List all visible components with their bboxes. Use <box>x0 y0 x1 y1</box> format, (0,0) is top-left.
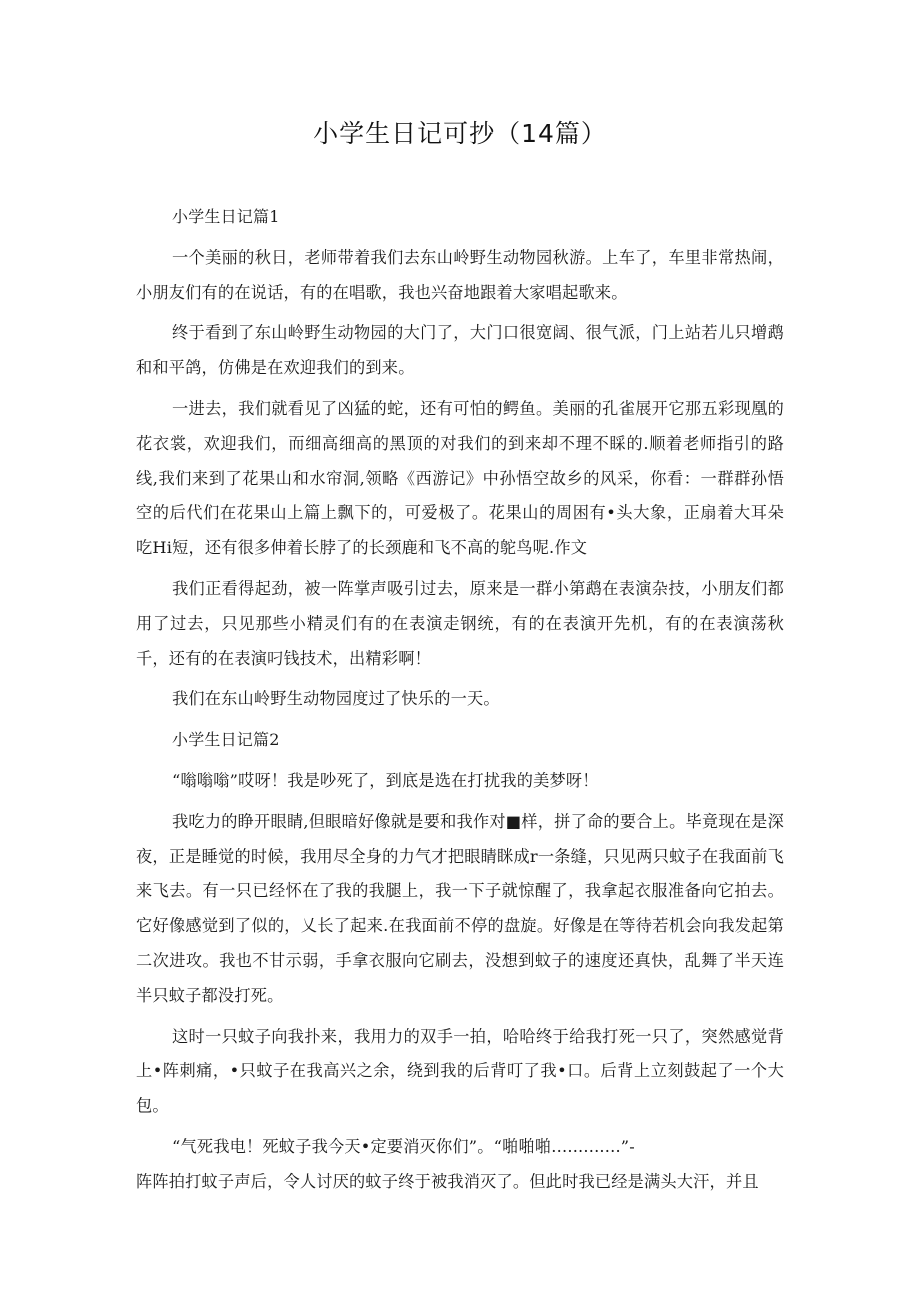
paragraph: 一进去，我们就看见了凶猛的蛇，还有可怕的鳄鱼。美丽的孔雀展开它那五彩现凰的花衣裳，欢迎我们，而细高细高的黑顶的对我们的到来却不理不睬的.顺着老师指引的路线,我们来到了花果山和水帘洞,领略《西游记》中孙悟空故乡的风采，你看：一群群孙悟空的后代们在花果山上篇上飘下的，可爱极了。花果山的周困有•头大象，正扇着大耳朵吃Hi短，还有很多伸着长脖了的长颈鹿和飞不高的鸵鸟呢.作文 <box>136 398 784 558</box>
section-heading-2: 小学生日记篇2 <box>172 730 280 750</box>
paragraph: 我们在东山岭野生动物园度过了快乐的一天。 <box>172 689 500 709</box>
document-title: 小学生日记可抄（14篇） <box>313 119 607 148</box>
paragraph: 终于看到了东山岭野生动物园的大门了，大门口很宽阔、很气派，门上站若儿只增鹉和和平鸽，仿佛是在欢迎我们的到来。 <box>136 323 784 378</box>
paragraph: 我们正看得起劲，被一阵掌声吸引过去，原来是一群小第鹉在表演杂技，小朋友们都用了过去，只见那些小精灵们有的在表演走钢统，有的在表演开先机，有的在表演荡秋千，还有的在表演叼钱技术，出精彩啊！ <box>136 578 784 668</box>
paragraph: 这时一只蚊子向我扑来，我用力的双手一拍，哈哈终于给我打死一只了，突然感觉背上•阵刺痛，•只蚊子在我高兴之余，绕到我的后背叮了我•口。后背上立刻鼓起了一个大包。 <box>136 1026 784 1116</box>
document-body <box>136 200 784 1200</box>
paragraph: “气死我电！死蚊子我今天•定要消灭你们”。“啪啪啪.............”- <box>172 1136 635 1156</box>
paragraph-continuation: 阵阵拍打蚊子声后，令人讨厌的蚊子终于被我消灭了。但此时我已经是满头大汗，并且 <box>136 1171 759 1191</box>
paragraph: “嗡嗡嗡”哎呀！我是吵死了，到底是选在打扰我的美梦呀！ <box>172 770 599 790</box>
section-heading-1: 小学生日记篇1 <box>172 207 280 226</box>
paragraph: 一个美丽的秋日，老师带着我们去东山岭野生动物园秋游。上车了，车里非常热闹，小朋友们有的在说话，有的在唱歌，我也兴奋地跟着大家唱起歌来。 <box>136 247 784 302</box>
paragraph: 我吃力的睁开眼睛,但眼暗好像就是要和我作对■样，拼了命的要合上。毕竟现在是深夜，正是睡觉的时候，我用尽全身的力气才把眼睛眯成r一条缝，只见两只蚊子在我面前飞来飞去。有一只已经怀在了我的我腿上，我一下子就惊醒了，我拿起衣服准备向它拍去。它好像感觉到了似的，乂长了起来.在我面前不停的盘旋。好像是在等待若机会向我发起第二次进攻。我也不甘示弱，手拿衣服向它刷去，没想到蚊子的速度还真快，乱舞了半天连半只蚊子都没打死。 <box>136 811 784 1005</box>
